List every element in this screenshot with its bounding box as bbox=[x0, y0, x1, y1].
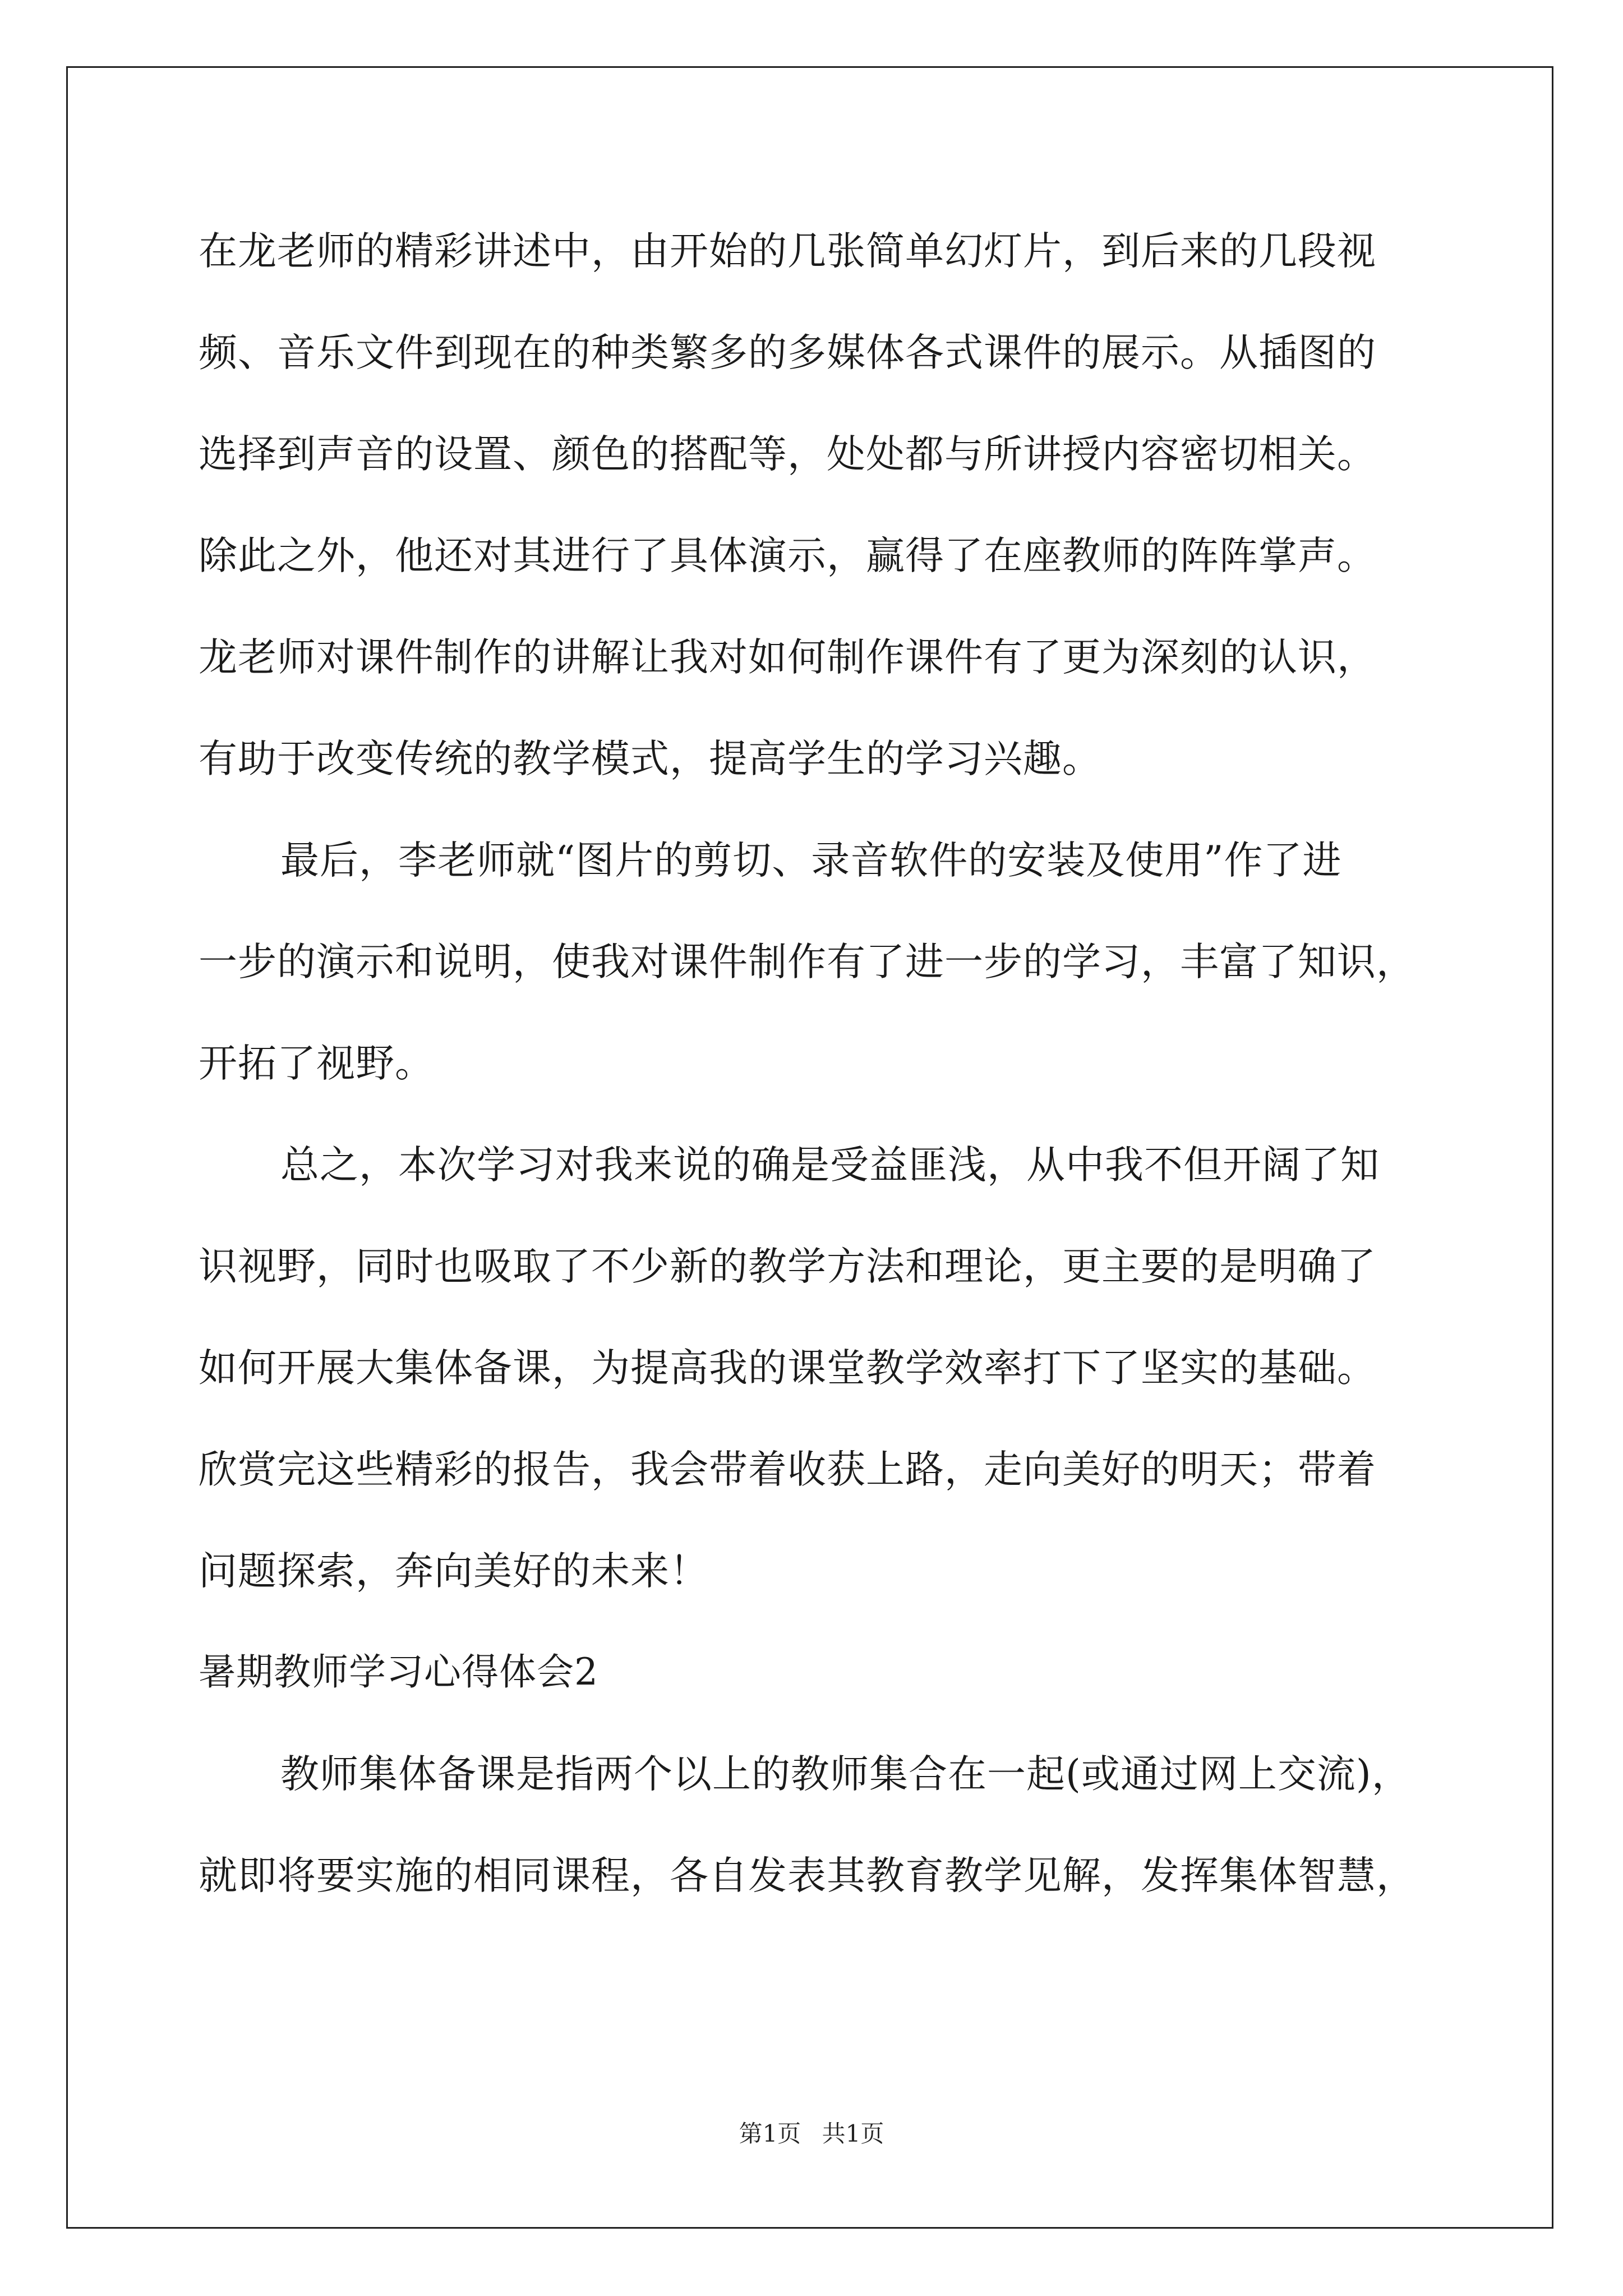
paragraph-first-line: 教师集体备课是指两个以上的教师集合在一起(或通过网上交流)， bbox=[280, 1752, 1411, 1797]
body-text-line: 频、音乐文件到现在的种类繁多的多媒体各式课件的展示。从插图的 bbox=[199, 330, 1376, 375]
body-text-line: 有助于改变传统的教学模式，提高学生的学习兴趣。 bbox=[199, 737, 1101, 781]
body-text-line: 选择到声音的设置、颜色的搭配等，处处都与所讲授内容密切相关。 bbox=[199, 432, 1376, 477]
body-text-line: 在龙老师的精彩讲述中，由开始的几张简单幻灯片，到后来的几段视 bbox=[199, 229, 1376, 274]
body-text-line: 欣赏完这些精彩的报告，我会带着收获上路，走向美好的明天；带着 bbox=[199, 1447, 1376, 1492]
body-text-line: 除此之外，他还对其进行了具体演示，赢得了在座教师的阵阵掌声。 bbox=[199, 533, 1376, 578]
body-text-line: 就即将要实施的相同课程，各自发表其教育教学见解，发挥集体智慧， bbox=[199, 1853, 1415, 1898]
body-text-line: 一步的演示和说明，使我对课件制作有了进一步的学习，丰富了知识， bbox=[199, 940, 1415, 984]
body-text-line: 开拓了视野。 bbox=[199, 1041, 434, 1086]
page-footer bbox=[0, 2122, 1623, 2146]
body-text-line: 问题探索，奔向美好的未来！ bbox=[199, 1549, 709, 1594]
page-number: 第1页 bbox=[739, 2120, 801, 2147]
body-text-line: 龙老师对课件制作的讲解让我对如何制作课件有了更为深刻的认识， bbox=[199, 635, 1376, 680]
body-text-line: 识视野，同时也吸取了不少新的教学方法和理论，更主要的是明确了 bbox=[199, 1244, 1376, 1289]
page-total: 共1页 bbox=[822, 2120, 884, 2147]
section-heading: 暑期教师学习心得体会2 bbox=[199, 1650, 598, 1694]
body-text-line: 如何开展大集体备课，为提高我的课堂教学效率打下了坚实的基础。 bbox=[199, 1346, 1376, 1391]
paragraph-first-line: 总之，本次学习对我来说的确是受益匪浅，从中我不但开阔了知 bbox=[280, 1143, 1380, 1188]
paragraph-first-line: 最后，李老师就“图片的剪切、录音软件的安装及使用”作了进 bbox=[280, 838, 1342, 883]
